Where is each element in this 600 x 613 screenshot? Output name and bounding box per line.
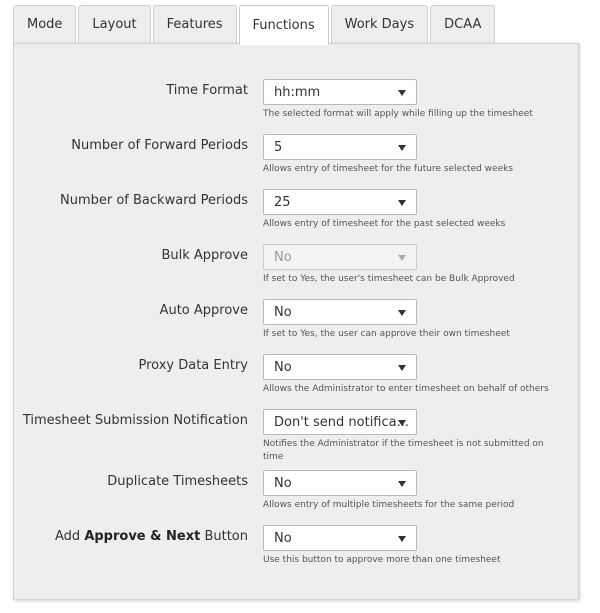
duplicate-timesheets-help: Allows entry of multiple timesheets for the same period (263, 500, 515, 510)
bulk-approve-label: Bulk Approve (161, 248, 248, 263)
time-format-help: The selected format will apply while filling up the timesheet (263, 109, 533, 119)
forward-periods-value: 5 (274, 140, 283, 155)
dropdown-caret-icon (398, 481, 406, 487)
approve-next-button-value: No (274, 531, 292, 546)
dropdown-caret-icon (398, 536, 406, 542)
label-prefix: Add (55, 529, 85, 544)
proxy-data-entry-help: Allows the Administrator to enter timesheet on behalf of others (263, 384, 549, 394)
tab-mode[interactable]: Mode (13, 5, 76, 43)
dropdown-caret-icon (398, 255, 406, 261)
proxy-data-entry-select[interactable] (263, 354, 417, 380)
tab-functions[interactable]: Functions (239, 5, 329, 45)
backward-periods-select[interactable] (263, 189, 417, 215)
tab-work-days[interactable]: Work Days (331, 5, 429, 43)
proxy-data-entry-value: No (274, 360, 292, 375)
auto-approve-label: Auto Approve (159, 303, 248, 318)
submission-notification-value: Don't send notifica... (274, 415, 410, 430)
time-format-value: hh:mm (274, 85, 321, 100)
duplicate-timesheets-select[interactable] (263, 470, 417, 496)
forward-periods-help: Allows entry of timesheet for the future selected weeks (263, 164, 514, 174)
approve-next-button-select[interactable] (263, 525, 417, 551)
label-suffix: Button (200, 529, 248, 544)
submission-notification-select[interactable] (263, 409, 417, 435)
dropdown-caret-icon (398, 145, 406, 151)
proxy-data-entry-label: Proxy Data Entry (138, 358, 248, 373)
duplicate-timesheets-label: Duplicate Timesheets (107, 474, 248, 489)
time-format-select[interactable] (263, 79, 417, 105)
dropdown-caret-icon (398, 200, 406, 206)
label-bold: Approve & Next (84, 529, 201, 544)
bulk-approve-help: If set to Yes, the user's timesheet can be Bulk Approved (263, 274, 515, 284)
forward-periods-select[interactable] (263, 134, 417, 160)
dropdown-caret-icon (398, 90, 406, 96)
forward-periods-label: Number of Forward Periods (71, 138, 248, 153)
dropdown-caret-icon (398, 420, 406, 426)
auto-approve-select[interactable] (263, 299, 417, 325)
submission-notification-help: Notifies the Administrator if the timesheet is not submitted on time (263, 439, 544, 462)
bulk-approve-value: No (274, 250, 292, 265)
duplicate-timesheets-value: No (274, 476, 292, 491)
functions-panel (13, 43, 579, 600)
dropdown-caret-icon (398, 365, 406, 371)
backward-periods-value: 25 (274, 195, 291, 210)
dropdown-caret-icon (398, 310, 406, 316)
tab-layout[interactable]: Layout (78, 5, 150, 43)
submission-notification-label: Timesheet Submission Notification (22, 413, 248, 428)
backward-periods-label: Number of Backward Periods (60, 193, 248, 208)
approve-next-button-help: Use this button to approve more than one timesheet (263, 555, 501, 565)
bulk-approve-select (263, 244, 417, 270)
auto-approve-value: No (274, 305, 292, 320)
auto-approve-help: If set to Yes, the user can approve their own timesheet (263, 329, 510, 339)
approve-next-button-label (55, 529, 248, 544)
backward-periods-help: Allows entry of timesheet for the past selected weeks (263, 219, 506, 229)
tab-dcaa[interactable]: DCAA (430, 5, 495, 43)
time-format-label: Time Format (166, 83, 248, 98)
settings-tabs (13, 5, 497, 43)
tab-features[interactable]: Features (153, 5, 237, 43)
